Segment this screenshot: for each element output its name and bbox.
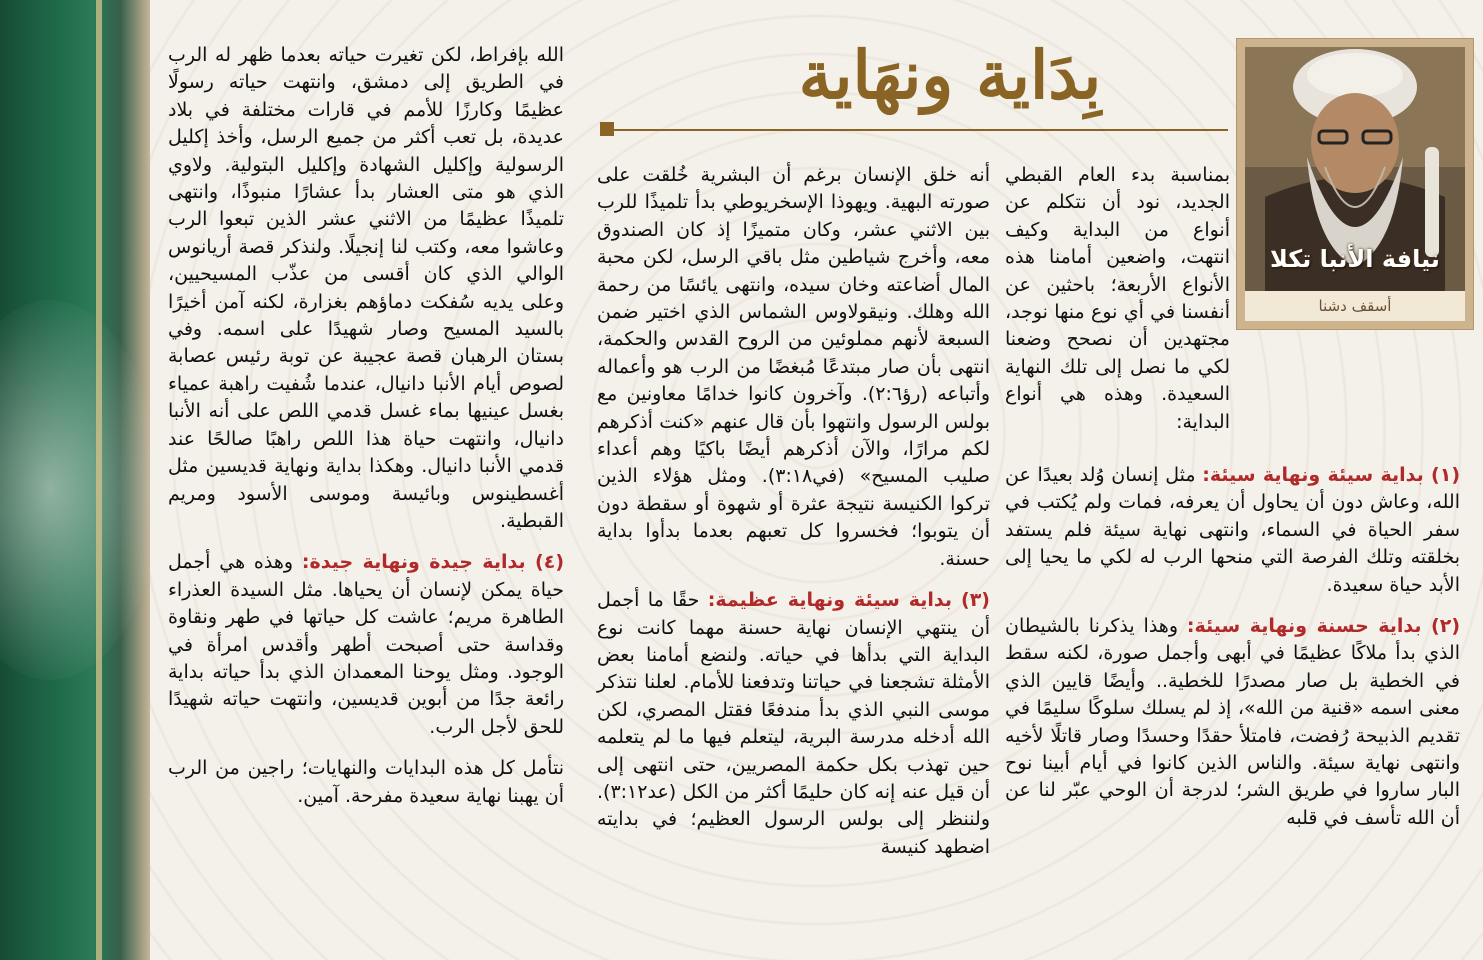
section-3 <box>597 587 990 861</box>
column-middle <box>597 162 990 861</box>
section-3-heading: (٣) بداية سيئة ونهاية عظيمة: <box>707 589 990 612</box>
middle-paragraph: أنه خلق الإنسان برغم أن البشرية خُلقت على صورته البهية. ويهوذا الإسخريوطي بدأ تلميذًا للرب بين الاثني عشر، وكان متميزًا إذ كان الصندوق معه، وأخرج شياطين مثل باقي الرسل، لكن محبة المال أضاعته وخان سيده، وانتهى يائسًا من رحمة الله وهلك. ونيقولاوس الشماس الذي اختير ضمن السبعة لأنهم مملوئين من الروح القدس والحكمة، انتهى بأن صار مبتدعًا مُبغضًا من الرب هو وأعماله وأتباعه (رؤ٢:٦). وآخرون كانوا خدامًا معاونين مع بولس الرسول وانتهوا بأن قال عنهم «كنت أذكرهم لكم مرارًا، والآن أذكرهم أيضًا باكيًا وهم أعداء صليب المسيح» (في٣:١٨). ومثل هؤلاء الذين تركوا الكنيسة نتيجة عثرة أو شهوة أو سقطة دون أن يتوبوا؛ فخسروا كل تعبهم بعدما بدأوا بداية حسنة. <box>597 164 990 570</box>
section-4-text: وهذه هي أجمل حياة يمكن لإنسان أن يحياها. مثل السيدة العذراء الطاهرة مريم؛ عاشت كل حياتها في طهر ونقاوة وقداسة حتى أصبحت أطهر وأقدس امرأة في الوجود. ومثل يوحنا المعمدان الذي بدأ حياته بداية رائعة جدًا من أبوين قديسين، وانتهت حياته شهيدًا للحق لأجل الرب. <box>168 551 564 738</box>
adjacent-page-edge <box>0 0 150 960</box>
section-4-heading: (٤) بداية جيدة ونهاية جيدة: <box>301 551 564 574</box>
article-title: بِدَاية ونهَاية <box>798 36 1102 114</box>
section-2-text: وهذا يذكرنا بالشيطان الذي بدأ ملاكًا عظيمًا في أبهى وأجمل صورة، لكنه سقط في الخطية بل صار مصدرًا للخطية.. وأيضًا قايين الذي معنى اسمه «قنية من الله»، إذ لم يسلك سلوكًا سليمًا في تقديم الذبيحة رُفضت، فامتلأ حقدًا وحسدًا وصار قاتلًا لأخيه وانتهى نهاية سيئة. والناس الذين كانوا في أيام أبينا نوح البار ساروا في طريق الشر؛ لدرجة أن الوحي عبّر لنا عن أن الله تأسف في قلبه <box>1005 615 1460 829</box>
column-right-top <box>1005 162 1230 436</box>
column-right <box>1005 462 1460 832</box>
section-2 <box>1005 613 1460 832</box>
left-paragraph: الله بإفراط، لكن تغيرت حياته بعدما ظهر له الرب في الطريق إلى دمشق، وانتهت حياته رسولًا عظيمًا وكارزًا للأمم في قارات مختلفة في بلاد عديدة، بل تعب أكثر من جميع الرسل، وأخذ إكليل الرسولية وإكليل الشهادة وإكليل البتولية. ولاوي الذي هو متى العشار بدأ عشارًا منبوذًا، وانتهى تلميذًا عظيمًا من الاثني عشر الذين تبعوا الرب وعاشوا معه، وكتب لنا إنجيلًا. ولنذكر قصة أريانوس الوالي الذي كان أقسى من عذّب المسيحيين، وعلى يديه سُفكت دماؤهم بغزارة، لكنه آمن أخيرًا بالسيد المسيح وصار شهيدًا على اسمه. وفي بستان الرهبان قصة عجيبة عن توبة رئيس عصابة لصوص أيام الأنبا دانيال، عندما شُفيت راهبة عمياء بغسل عينيها بماء غسل قدمي اللص على أنه الأنبا دانيال، وانتهت حياة هذا اللص راهبًا صالحًا عند قدمي الأنبا دانيال. وهكذا بداية ونهاية قديسين مثل أغسطينوس وبائيسة وموسى الأسود ومريم القبطية. <box>168 44 564 532</box>
section-1-heading: (١) بداية سيئة ونهاية سيئة: <box>1202 464 1460 486</box>
author-title: أسقف دشنا <box>1245 291 1465 321</box>
section-1 <box>1005 462 1460 599</box>
column-left <box>168 42 564 810</box>
title-rule-ornament <box>600 122 614 136</box>
title-rule <box>600 129 1228 131</box>
author-name: نيافة الأنبا تكلا <box>1270 245 1440 273</box>
section-3-text: حقًا ما أجمل أن ينتهي الإنسان نهاية حسنة مهما كانت نوع البداية التي بدأها في حياته. ولنضع أمامنا بعض الأمثلة تشجعنا في حياتنا وتدفعنا للأمام. لعلنا نتذكر موسى النبي الذي بدأ مندفعًا فقتل المصري، لكن الله أدخله مدرسة البرية، ليتعلم فيها ما لم يتعلمه حين تهذب بكل حكمة المصريين، حتى انتهى إلى أن قيل عنه إنه كان حليمًا أكثر من الكل (عد٣:١٢). ولننظر إلى بولس الرسول العظيم؛ في بدايته اضطهد كنيسة <box>597 589 990 858</box>
section-2-heading: (٢) بداية حسنة ونهاية سيئة: <box>1186 615 1461 638</box>
adjacent-page-image <box>0 300 150 680</box>
closing-paragraph: نتأمل كل هذه البدايات والنهايات؛ راجين من الرب أن يهبنا نهاية سعيدة مفرحة. آمين. <box>168 757 564 807</box>
section-4 <box>168 549 564 741</box>
author-photo-box <box>1236 38 1474 330</box>
adjacent-page-border <box>96 0 102 960</box>
section-1-text: مثل إنسان وُلد بعيدًا عن الله، وعاش دون أن يحاول أن يعرفه، فمات ولم يُكتب في سفر الحياة في السماء، وانتهى نهاية سيئة فلم يستفد بخلقته وتلك الفرصة التي منحها الرب له لكي ما يحيا إلى الأبد حياة سعيدة. <box>1005 464 1460 596</box>
intro-paragraph: بمناسبة بدء العام القبطي الجديد، نود أن نتكلم عن أنواع من البداية وكيف انتهت، واضعين أمامنا هذه الأنواع الأربعة؛ باحثين عن أنفسنا في أي نوع منها نوجد، مجتهدين أن نصحح وضعنا لكي ما نصل إلى تلك النهاية السعيدة. وهذه هي أنواع البداية: <box>1005 164 1230 433</box>
